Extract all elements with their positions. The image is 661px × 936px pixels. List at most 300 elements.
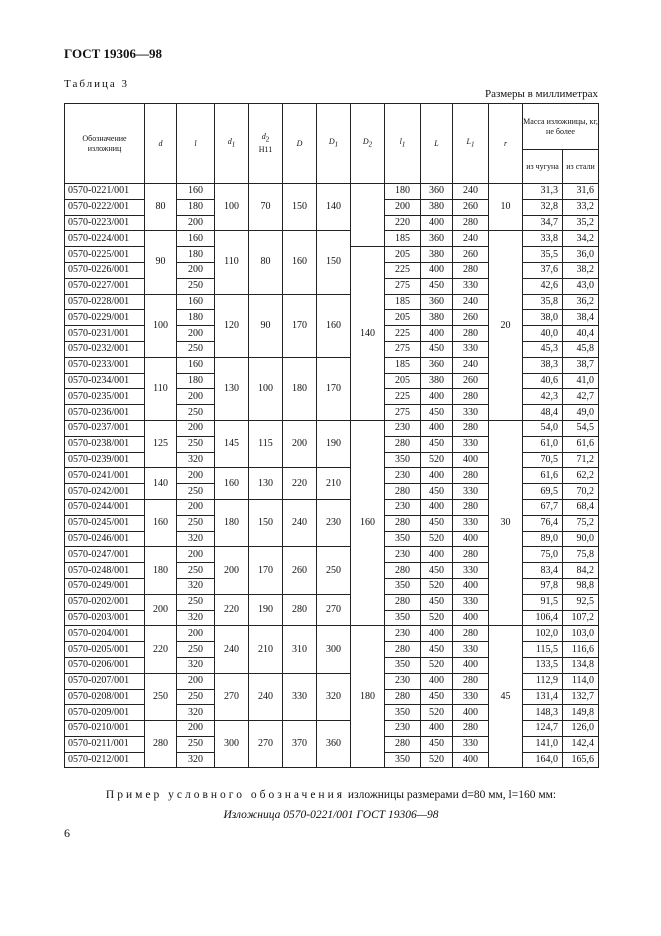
table-row <box>65 231 599 247</box>
cell-mass-iron: 83,4 <box>523 563 563 579</box>
header-d: d <box>145 104 177 184</box>
cell-D1: 270 <box>317 594 351 626</box>
cell-mass-iron: 67,7 <box>523 499 563 515</box>
cell-mass-iron: 31,3 <box>523 184 563 200</box>
cell-mass-iron: 61,6 <box>523 468 563 484</box>
cell-L: 450 <box>421 594 453 610</box>
cell-D1: 360 <box>317 721 351 768</box>
header-l1-subscript: 1 <box>401 140 406 149</box>
header-L: L <box>421 104 453 184</box>
cell-l: 320 <box>177 531 215 547</box>
header-D2-symbol: D <box>362 137 369 147</box>
cell-r: 20 <box>489 231 523 421</box>
header-d2 <box>249 104 283 184</box>
cell-l: 320 <box>177 657 215 673</box>
cell-L: 400 <box>421 547 453 563</box>
cell-mass-iron: 40,6 <box>523 373 563 389</box>
cell-mass-steel: 38,7 <box>563 357 599 373</box>
cell-mass-steel: 31,6 <box>563 184 599 200</box>
cell-mass-iron: 69,5 <box>523 484 563 500</box>
cell-D: 160 <box>283 231 317 294</box>
cell-l: 180 <box>177 247 215 263</box>
cell-D1: 230 <box>317 499 351 546</box>
cell-d: 110 <box>145 357 177 420</box>
cell-designation: 0570-0223/001 <box>65 215 145 231</box>
cell-d1: 130 <box>215 357 249 420</box>
header-d2-subscript: 2 <box>265 135 270 144</box>
cell-d2: 130 <box>249 468 283 500</box>
cell-D2: 140 <box>351 247 385 421</box>
cell-r: 45 <box>489 626 523 768</box>
cell-L: 400 <box>421 326 453 342</box>
cell-d1: 220 <box>215 594 249 626</box>
cell-L: 360 <box>421 231 453 247</box>
cell-designation: 0570-0224/001 <box>65 231 145 247</box>
cell-L: 520 <box>421 578 453 594</box>
cell-d1: 120 <box>215 294 249 357</box>
cell-l: 160 <box>177 184 215 200</box>
cell-L1: 240 <box>453 231 489 247</box>
cell-D: 330 <box>283 673 317 720</box>
cell-d: 125 <box>145 420 177 467</box>
cell-d: 100 <box>145 294 177 357</box>
cell-mass-steel: 49,0 <box>563 405 599 421</box>
cell-D1: 160 <box>317 294 351 357</box>
cell-L: 380 <box>421 310 453 326</box>
cell-D2: 160 <box>351 420 385 625</box>
cell-mass-iron: 35,5 <box>523 247 563 263</box>
cell-l1: 225 <box>385 326 421 342</box>
example-text: изложницы размерами d=80 мм, l=160 мм: <box>347 789 557 801</box>
cell-D: 310 <box>283 626 317 673</box>
cell-D: 200 <box>283 420 317 467</box>
cell-L1: 330 <box>453 642 489 658</box>
cell-l: 160 <box>177 231 215 247</box>
cell-mass-steel: 42,7 <box>563 389 599 405</box>
table-row <box>65 420 599 436</box>
cell-l1: 280 <box>385 484 421 500</box>
cell-l: 200 <box>177 499 215 515</box>
cell-l: 200 <box>177 420 215 436</box>
cell-L: 450 <box>421 436 453 452</box>
header-d2-symbol: d <box>261 132 266 142</box>
cell-designation: 0570-0242/001 <box>65 484 145 500</box>
cell-r: 30 <box>489 420 523 625</box>
cell-l1: 350 <box>385 452 421 468</box>
cell-mass-iron: 76,4 <box>523 515 563 531</box>
cell-l1: 350 <box>385 578 421 594</box>
cell-L: 360 <box>421 184 453 200</box>
cell-l1: 180 <box>385 184 421 200</box>
cell-D1: 170 <box>317 357 351 420</box>
cell-mass-iron: 131,4 <box>523 689 563 705</box>
cell-mass-steel: 62,2 <box>563 468 599 484</box>
cell-mass-steel: 38,4 <box>563 310 599 326</box>
cell-L1: 330 <box>453 515 489 531</box>
cell-mass-steel: 61,6 <box>563 436 599 452</box>
cell-designation: 0570-0226/001 <box>65 262 145 278</box>
cell-designation: 0570-0245/001 <box>65 515 145 531</box>
cell-l: 250 <box>177 594 215 610</box>
cell-l1: 205 <box>385 310 421 326</box>
cell-d1: 110 <box>215 231 249 294</box>
cell-l: 320 <box>177 452 215 468</box>
cell-L: 450 <box>421 689 453 705</box>
cell-L1: 330 <box>453 436 489 452</box>
header-d1-symbol: d <box>227 137 232 147</box>
cell-l: 160 <box>177 294 215 310</box>
cell-designation: 0570-0227/001 <box>65 278 145 294</box>
cell-L1: 280 <box>453 215 489 231</box>
cell-designation: 0570-0207/001 <box>65 673 145 689</box>
cell-L: 520 <box>421 610 453 626</box>
cell-D1: 320 <box>317 673 351 720</box>
cell-d1: 200 <box>215 547 249 594</box>
cell-mass-steel: 41,0 <box>563 373 599 389</box>
cell-d2: 240 <box>249 673 283 720</box>
cell-L: 450 <box>421 736 453 752</box>
cell-d2: 70 <box>249 184 283 231</box>
cell-L: 400 <box>421 626 453 642</box>
cell-designation: 0570-0244/001 <box>65 499 145 515</box>
cell-d1: 145 <box>215 420 249 467</box>
cell-L1: 240 <box>453 294 489 310</box>
cell-L1: 260 <box>453 199 489 215</box>
cell-mass-steel: 132,7 <box>563 689 599 705</box>
cell-l1: 230 <box>385 468 421 484</box>
cell-l1: 205 <box>385 373 421 389</box>
cell-mass-iron: 40,0 <box>523 326 563 342</box>
header-r: r <box>489 104 523 184</box>
header-l1-symbol: l <box>399 137 402 147</box>
cell-mass-iron: 54,0 <box>523 420 563 436</box>
cell-l: 180 <box>177 310 215 326</box>
cell-L1: 280 <box>453 468 489 484</box>
cell-d1: 100 <box>215 184 249 231</box>
cell-mass-steel: 40,4 <box>563 326 599 342</box>
cell-d2: 270 <box>249 721 283 768</box>
cell-D: 170 <box>283 294 317 357</box>
document-code: ГОСТ 19306—98 <box>64 46 163 61</box>
cell-D1: 250 <box>317 547 351 594</box>
cell-L1: 260 <box>453 247 489 263</box>
cell-l1: 280 <box>385 563 421 579</box>
cell-L1: 280 <box>453 326 489 342</box>
cell-d: 220 <box>145 626 177 673</box>
cell-mass-iron: 141,0 <box>523 736 563 752</box>
header-d1 <box>215 104 249 184</box>
cell-d: 160 <box>145 499 177 546</box>
units-note: Размеры в миллиметрах <box>485 88 598 100</box>
cell-l: 250 <box>177 689 215 705</box>
cell-L: 360 <box>421 294 453 310</box>
cell-mass-iron: 102,0 <box>523 626 563 642</box>
cell-L: 400 <box>421 215 453 231</box>
cell-mass-steel: 34,2 <box>563 231 599 247</box>
header-D1-symbol: D <box>328 137 335 147</box>
cell-l: 250 <box>177 278 215 294</box>
cell-l1: 280 <box>385 642 421 658</box>
cell-l: 200 <box>177 262 215 278</box>
cell-mass-iron: 75,0 <box>523 547 563 563</box>
header-mass-iron: из чугуна <box>523 150 563 184</box>
cell-mass-steel: 103,0 <box>563 626 599 642</box>
cell-d1: 240 <box>215 626 249 673</box>
cell-mass-iron: 42,6 <box>523 278 563 294</box>
cell-D2: 180 <box>351 626 385 768</box>
cell-l: 250 <box>177 642 215 658</box>
cell-L1: 400 <box>453 610 489 626</box>
cell-mass-iron: 35,8 <box>523 294 563 310</box>
cell-mass-iron: 61,0 <box>523 436 563 452</box>
cell-l: 200 <box>177 468 215 484</box>
cell-L1: 280 <box>453 547 489 563</box>
cell-l: 160 <box>177 357 215 373</box>
cell-L: 400 <box>421 468 453 484</box>
header-D2 <box>351 104 385 184</box>
cell-designation: 0570-0241/001 <box>65 468 145 484</box>
cell-designation: 0570-0204/001 <box>65 626 145 642</box>
cell-L1: 280 <box>453 420 489 436</box>
cell-d: 140 <box>145 468 177 500</box>
cell-d: 180 <box>145 547 177 594</box>
cell-d: 200 <box>145 594 177 626</box>
cell-L1: 330 <box>453 484 489 500</box>
cell-L: 520 <box>421 657 453 673</box>
cell-l1: 230 <box>385 420 421 436</box>
cell-l: 200 <box>177 626 215 642</box>
cell-mass-iron: 164,0 <box>523 752 563 768</box>
cell-d2: 80 <box>249 231 283 294</box>
cell-l1: 205 <box>385 247 421 263</box>
cell-L1: 400 <box>453 452 489 468</box>
cell-designation: 0570-0229/001 <box>65 310 145 326</box>
cell-mass-steel: 165,6 <box>563 752 599 768</box>
header-D1 <box>317 104 351 184</box>
cell-mass-steel: 142,4 <box>563 736 599 752</box>
cell-mass-steel: 149,8 <box>563 705 599 721</box>
cell-l1: 230 <box>385 547 421 563</box>
cell-L: 380 <box>421 373 453 389</box>
cell-mass-steel: 84,2 <box>563 563 599 579</box>
cell-l1: 280 <box>385 515 421 531</box>
cell-d: 90 <box>145 231 177 294</box>
cell-designation: 0570-0236/001 <box>65 405 145 421</box>
cell-d1: 300 <box>215 721 249 768</box>
cell-mass-iron: 48,4 <box>523 405 563 421</box>
cell-l1: 350 <box>385 610 421 626</box>
cell-L: 400 <box>421 499 453 515</box>
header-mass-steel: из стали <box>563 150 599 184</box>
cell-l1: 185 <box>385 357 421 373</box>
cell-d2: 100 <box>249 357 283 420</box>
header-d2-tolerance: H11 <box>258 144 273 154</box>
example-line <box>64 789 598 801</box>
cell-l1: 185 <box>385 231 421 247</box>
header-designation: Обозначение изложниц <box>65 104 145 184</box>
cell-D1: 300 <box>317 626 351 673</box>
cell-l1: 350 <box>385 531 421 547</box>
cell-designation: 0570-0238/001 <box>65 436 145 452</box>
cell-L1: 330 <box>453 563 489 579</box>
cell-d2: 90 <box>249 294 283 357</box>
cell-l: 320 <box>177 578 215 594</box>
cell-L1: 400 <box>453 657 489 673</box>
cell-mass-iron: 34,7 <box>523 215 563 231</box>
cell-designation: 0570-0212/001 <box>65 752 145 768</box>
cell-designation: 0570-0222/001 <box>65 199 145 215</box>
cell-mass-steel: 98,8 <box>563 578 599 594</box>
cell-l1: 230 <box>385 499 421 515</box>
cell-l1: 280 <box>385 689 421 705</box>
header-L1-subscript: 1 <box>470 140 475 149</box>
cell-L: 520 <box>421 452 453 468</box>
cell-designation: 0570-0232/001 <box>65 341 145 357</box>
cell-l1: 220 <box>385 215 421 231</box>
cell-L: 380 <box>421 199 453 215</box>
cell-designation: 0570-0235/001 <box>65 389 145 405</box>
table-row <box>65 626 599 642</box>
cell-designation: 0570-0233/001 <box>65 357 145 373</box>
table-caption: Таблица 3 <box>64 78 130 90</box>
cell-designation: 0570-0210/001 <box>65 721 145 737</box>
cell-l1: 200 <box>385 199 421 215</box>
cell-mass-iron: 91,5 <box>523 594 563 610</box>
cell-L: 520 <box>421 531 453 547</box>
cell-mass-steel: 114,0 <box>563 673 599 689</box>
cell-mass-steel: 36,0 <box>563 247 599 263</box>
example-prefix: Пример условного обозначения <box>105 789 346 801</box>
cell-L1: 240 <box>453 184 489 200</box>
cell-mass-steel: 71,2 <box>563 452 599 468</box>
cell-L: 380 <box>421 247 453 263</box>
cell-designation: 0570-0209/001 <box>65 705 145 721</box>
cell-L: 450 <box>421 484 453 500</box>
cell-D1: 190 <box>317 420 351 467</box>
cell-L1: 260 <box>453 310 489 326</box>
cell-D: 280 <box>283 594 317 626</box>
page-number: 6 <box>64 826 70 840</box>
cell-D1: 150 <box>317 231 351 294</box>
header-D2-subscript: 2 <box>368 140 373 149</box>
cell-D: 370 <box>283 721 317 768</box>
dimensions-table <box>64 103 599 768</box>
cell-L1: 280 <box>453 262 489 278</box>
cell-designation: 0570-0228/001 <box>65 294 145 310</box>
cell-designation: 0570-0237/001 <box>65 420 145 436</box>
cell-d1: 180 <box>215 499 249 546</box>
cell-d: 80 <box>145 184 177 231</box>
cell-L1: 280 <box>453 626 489 642</box>
header-l: l <box>177 104 215 184</box>
cell-mass-iron: 38,0 <box>523 310 563 326</box>
cell-l: 250 <box>177 563 215 579</box>
cell-L: 400 <box>421 673 453 689</box>
cell-L: 400 <box>421 262 453 278</box>
cell-mass-steel: 92,5 <box>563 594 599 610</box>
cell-mass-iron: 70,5 <box>523 452 563 468</box>
cell-D1: 140 <box>317 184 351 231</box>
cell-D: 150 <box>283 184 317 231</box>
cell-l1: 225 <box>385 262 421 278</box>
cell-L1: 330 <box>453 278 489 294</box>
cell-L1: 280 <box>453 721 489 737</box>
cell-L1: 330 <box>453 594 489 610</box>
cell-l1: 280 <box>385 436 421 452</box>
cell-designation: 0570-0249/001 <box>65 578 145 594</box>
cell-L1: 330 <box>453 405 489 421</box>
cell-mass-steel: 70,2 <box>563 484 599 500</box>
cell-l1: 225 <box>385 389 421 405</box>
cell-mass-iron: 37,6 <box>523 262 563 278</box>
cell-l1: 230 <box>385 626 421 642</box>
cell-D: 180 <box>283 357 317 420</box>
cell-l: 250 <box>177 436 215 452</box>
cell-d1: 160 <box>215 468 249 500</box>
cell-mass-steel: 116,6 <box>563 642 599 658</box>
cell-L: 450 <box>421 341 453 357</box>
cell-designation: 0570-0248/001 <box>65 563 145 579</box>
cell-L: 450 <box>421 405 453 421</box>
cell-L1: 240 <box>453 357 489 373</box>
cell-mass-iron: 89,0 <box>523 531 563 547</box>
cell-l: 320 <box>177 610 215 626</box>
cell-L: 400 <box>421 721 453 737</box>
cell-mass-iron: 124,7 <box>523 721 563 737</box>
header-D: D <box>283 104 317 184</box>
cell-l: 180 <box>177 199 215 215</box>
cell-mass-steel: 75,8 <box>563 547 599 563</box>
cell-L: 400 <box>421 420 453 436</box>
cell-designation: 0570-0211/001 <box>65 736 145 752</box>
cell-l: 250 <box>177 736 215 752</box>
cell-mass-steel: 33,2 <box>563 199 599 215</box>
cell-l: 320 <box>177 752 215 768</box>
cell-designation: 0570-0205/001 <box>65 642 145 658</box>
cell-l1: 185 <box>385 294 421 310</box>
cell-l: 250 <box>177 515 215 531</box>
cell-l: 200 <box>177 547 215 563</box>
cell-l1: 275 <box>385 405 421 421</box>
cell-mass-iron: 42,3 <box>523 389 563 405</box>
cell-mass-steel: 90,0 <box>563 531 599 547</box>
cell-mass-iron: 38,3 <box>523 357 563 373</box>
cell-designation: 0570-0221/001 <box>65 184 145 200</box>
cell-mass-steel: 43,0 <box>563 278 599 294</box>
cell-mass-steel: 134,8 <box>563 657 599 673</box>
cell-L1: 260 <box>453 373 489 389</box>
cell-mass-iron: 148,3 <box>523 705 563 721</box>
cell-designation: 0570-0234/001 <box>65 373 145 389</box>
cell-l: 200 <box>177 721 215 737</box>
header-L1 <box>453 104 489 184</box>
cell-mass-iron: 106,4 <box>523 610 563 626</box>
cell-mass-steel: 38,2 <box>563 262 599 278</box>
cell-mass-iron: 33,8 <box>523 231 563 247</box>
header-L1-symbol: L <box>466 137 471 147</box>
cell-designation: 0570-0202/001 <box>65 594 145 610</box>
cell-L: 520 <box>421 752 453 768</box>
cell-r: 10 <box>489 184 523 231</box>
cell-L1: 280 <box>453 673 489 689</box>
cell-designation: 0570-0246/001 <box>65 531 145 547</box>
cell-mass-steel: 35,2 <box>563 215 599 231</box>
cell-l1: 350 <box>385 705 421 721</box>
cell-designation: 0570-0203/001 <box>65 610 145 626</box>
cell-mass-steel: 54,5 <box>563 420 599 436</box>
cell-l: 200 <box>177 215 215 231</box>
cell-l: 200 <box>177 389 215 405</box>
